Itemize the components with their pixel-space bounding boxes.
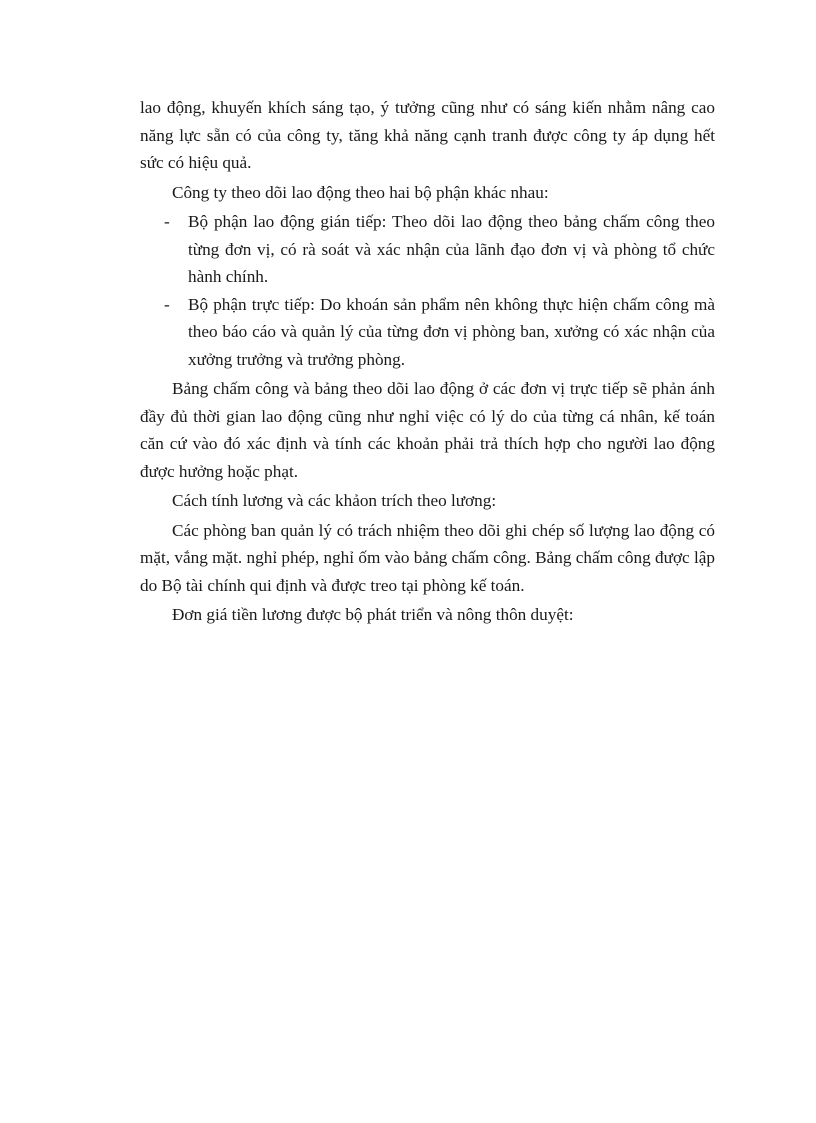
list-item-text: Bộ phận trực tiếp: Do khoán sản phẩm nên không thực hiện chấm công mà theo báo cáo và quản lý của từng đơn vị phòng ban, xưởng có xác nhận của xưởng trưởng và trưởng phòng. bbox=[188, 294, 715, 369]
paragraph-continuation: lao động, khuyến khích sáng tạo, ý tưởng cũng như có sáng kiến nhằm nâng cao năng lực sẵn có của công ty, tăng khả năng cạnh tranh được công ty áp dụng hết sức có hiệu quả. bbox=[140, 98, 715, 172]
department-list bbox=[140, 208, 715, 373]
paragraph-unit-price: Đơn giá tiền lương được bộ phát triển và nông thôn duyệt: bbox=[172, 605, 574, 624]
list-item bbox=[140, 208, 715, 291]
list-bullet: - bbox=[164, 294, 170, 314]
list-item bbox=[140, 291, 715, 374]
paragraph-two-departments: Công ty theo dõi lao động theo hai bộ phận khác nhau: bbox=[172, 182, 549, 202]
paragraph-timesheet: Bảng chấm công và bảng theo dõi lao động ở các đơn vị trực tiếp sẽ phản ánh đầy đủ thời gian lao động cũng như nghỉ việc có lý do của từng cá nhân, kế toán căn cứ vào đó xác định và tính các khoản phải trả thích hợp cho người lao động được hưởng hoặc phạt. bbox=[140, 379, 715, 481]
document-body bbox=[140, 94, 715, 631]
list-item-text: Bộ phận lao động gián tiếp: Theo dõi lao động theo bảng chấm công theo từng đơn vị, có rà soát và xác nhận của lãnh đạo đơn vị và phòng tổ chức hành chính. bbox=[188, 212, 715, 286]
paragraph-salary-method: Cách tính lương và các khảon trích theo lương: bbox=[172, 491, 497, 510]
paragraph-departments-responsibility: Các phòng ban quản lý có trách nhiệm theo dõi ghi chép số lượng lao động có mặt, vắng mặt. nghỉ phép, nghỉ ốm vào bảng chấm công. Bảng chấm công được lập do Bộ tài chính qui định và được treo tại phòng kế toán. bbox=[140, 520, 715, 595]
list-bullet: - bbox=[164, 212, 170, 231]
